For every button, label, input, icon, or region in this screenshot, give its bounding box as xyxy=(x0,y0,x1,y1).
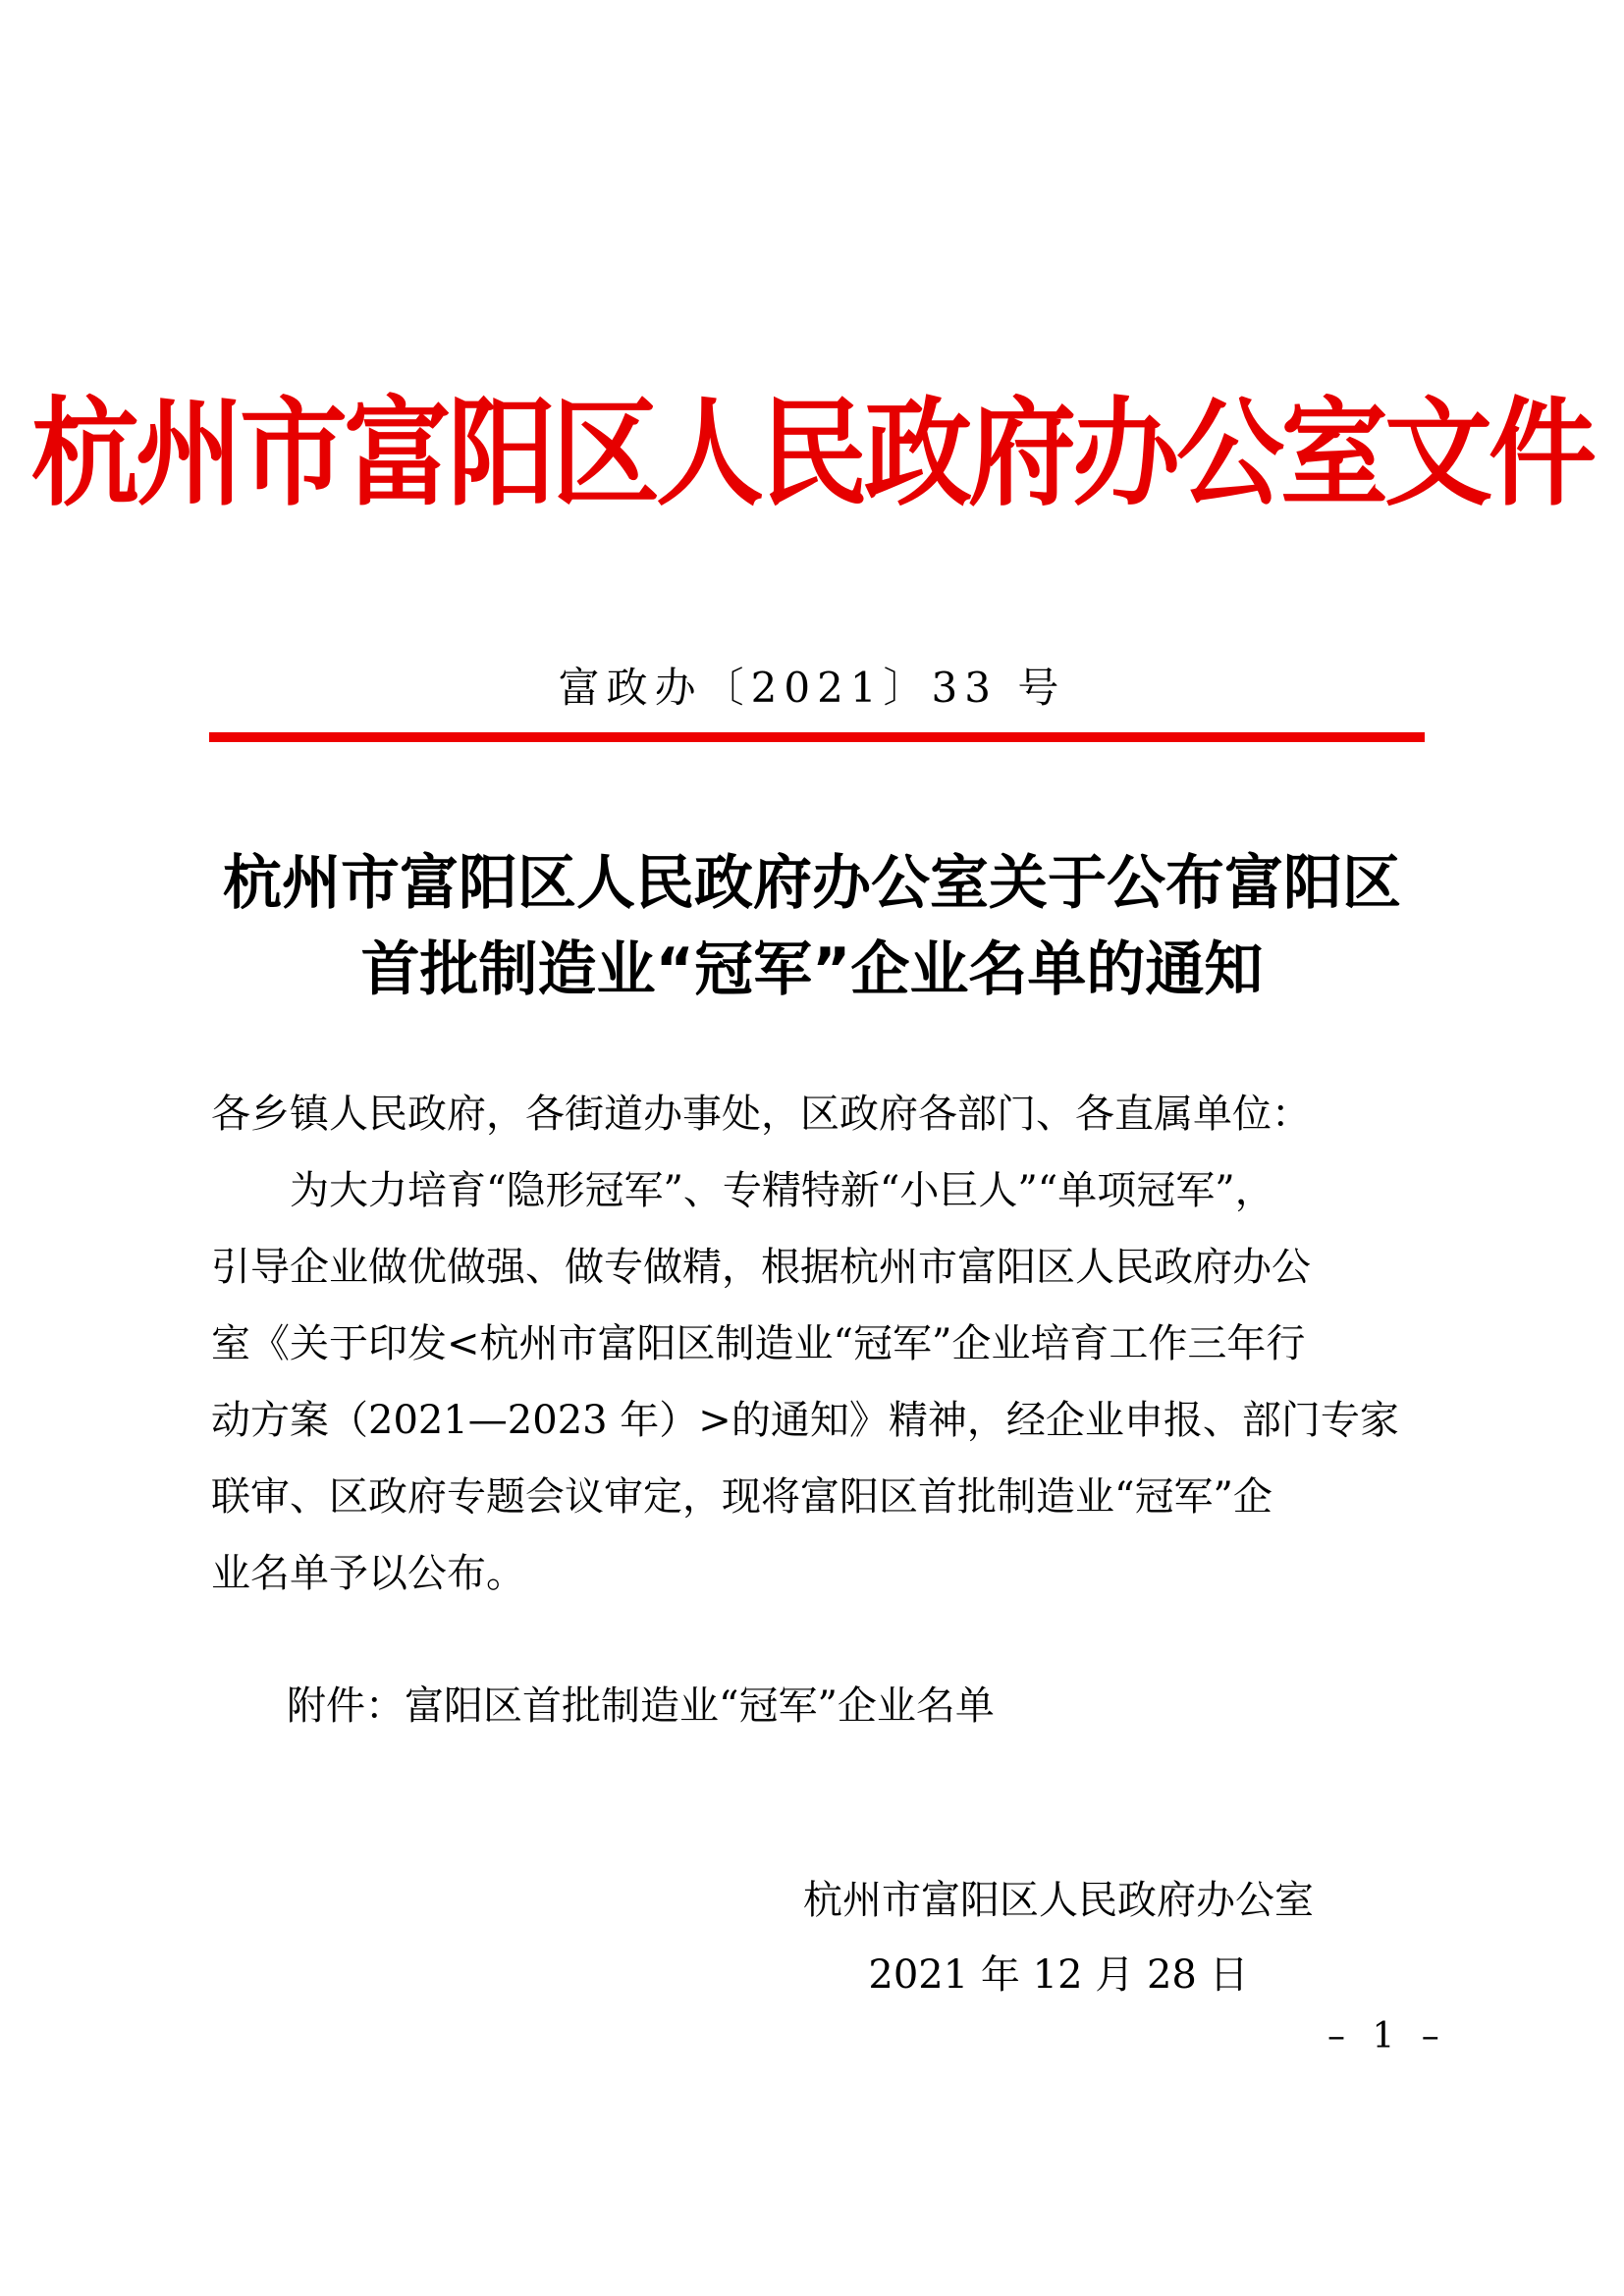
signature-date: 2021 年 12 月 28 日 xyxy=(868,1952,1249,1998)
body-line: 动方案（2021—2023 年）>的通知》精神，经企业申报、部门专家 xyxy=(211,1398,1399,1443)
document-title-line-1: 杭州市富阳区人民政府办公室关于公布富阳区 xyxy=(223,849,1401,918)
document-title-line-2: 首批制造业“冠军”企业名单的通知 xyxy=(360,935,1264,1004)
signature-block xyxy=(764,1863,1353,2012)
body-line: 室《关于印发<杭州市富阳区制造业“冠军”企业培育工作三年行 xyxy=(211,1321,1306,1366)
body-line: 联审、区政府专题会议审定，现将富阳区首批制造业“冠军”企 xyxy=(211,1474,1272,1520)
letterhead-org-title: 杭州市富阳区人民政府办公室文件 xyxy=(31,385,1593,522)
body-line: 业名单予以公布。 xyxy=(211,1551,525,1596)
body-line-salutation: 各乡镇人民政府，各街道办事处，区政府各部门、各直属单位： xyxy=(211,1092,1311,1137)
page-number: – 1 – xyxy=(1327,2016,1447,2056)
red-divider-rule xyxy=(209,732,1425,742)
attachment-note: 附件：富阳区首批制造业“冠军”企业名单 xyxy=(287,1683,995,1729)
signature-org: 杭州市富阳区人民政府办公室 xyxy=(803,1878,1314,1923)
body-line: 为大力培育“隐形冠军”、专精特新“小巨人”“单项冠军”， xyxy=(290,1168,1274,1213)
document-reference-number: 富政办〔2021〕33 号 xyxy=(558,664,1066,712)
document-body xyxy=(211,1076,1435,1612)
body-line: 引导企业做优做强、做专做精，根据杭州市富阳区人民政府办公 xyxy=(211,1245,1311,1290)
document-title xyxy=(0,840,1624,1013)
